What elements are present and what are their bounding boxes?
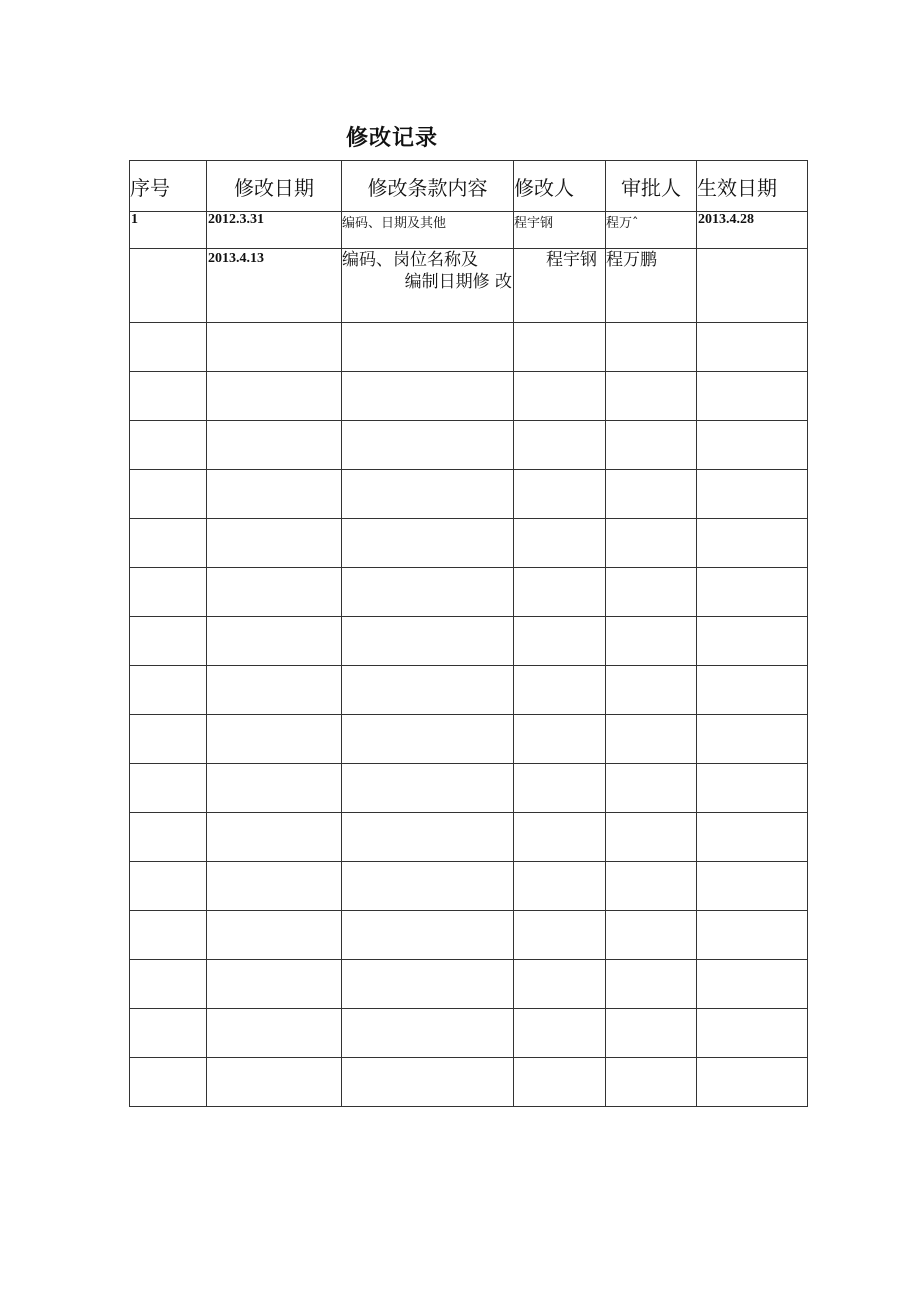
table-cell xyxy=(514,1009,606,1058)
table-cell xyxy=(606,764,697,813)
table-cell xyxy=(130,519,207,568)
table-cell xyxy=(514,1058,606,1107)
table-cell xyxy=(207,862,342,911)
table-cell xyxy=(606,470,697,519)
table-cell xyxy=(342,715,514,764)
row1-clause: 编码、日期及其他 xyxy=(342,212,514,249)
table-cell xyxy=(514,813,606,862)
row1-modifier: 程宇钢 xyxy=(514,212,606,249)
table-row xyxy=(130,323,808,372)
row2-approver: 程万鹏 xyxy=(606,249,697,323)
table-cell xyxy=(207,911,342,960)
document-title: 修改记录 xyxy=(346,126,439,151)
table-cell xyxy=(697,715,808,764)
table-cell xyxy=(606,323,697,372)
table-cell xyxy=(606,911,697,960)
table-cell xyxy=(130,715,207,764)
table-row xyxy=(130,212,808,249)
table-cell xyxy=(207,1009,342,1058)
header-clause: 修改条款内容 xyxy=(342,161,514,212)
table-cell xyxy=(342,519,514,568)
table-cell xyxy=(207,1058,342,1107)
table-row xyxy=(130,911,808,960)
table-cell xyxy=(130,470,207,519)
table-row xyxy=(130,862,808,911)
table-cell xyxy=(697,862,808,911)
table-cell xyxy=(514,421,606,470)
table-cell xyxy=(342,666,514,715)
table-cell xyxy=(130,617,207,666)
table-cell xyxy=(697,960,808,1009)
row2-modify-date: 2013.4.13 xyxy=(207,249,342,323)
header-effective-date: 生效日期 xyxy=(697,161,808,212)
table-cell xyxy=(606,1009,697,1058)
table-cell xyxy=(514,617,606,666)
row1-effective-date: 2013.4.28 xyxy=(697,212,808,249)
table-cell xyxy=(130,960,207,1009)
table-cell xyxy=(207,421,342,470)
table-cell xyxy=(130,1058,207,1107)
table-cell xyxy=(130,911,207,960)
row1-seq: 1 xyxy=(130,212,207,249)
table-cell xyxy=(130,568,207,617)
table-cell xyxy=(606,1058,697,1107)
table-row xyxy=(130,1009,808,1058)
table-cell xyxy=(606,862,697,911)
table-cell xyxy=(130,421,207,470)
row2-clause xyxy=(342,249,514,323)
table-cell xyxy=(514,764,606,813)
row1-approver: 程万ˆ xyxy=(606,212,697,249)
table-cell xyxy=(514,960,606,1009)
table-cell xyxy=(697,666,808,715)
table-cell xyxy=(130,862,207,911)
row2-clause-line1: 编码、岗位名称及 xyxy=(342,250,478,270)
table-cell xyxy=(342,617,514,666)
row2-clause-line2: 编制日期修 改 xyxy=(404,272,512,292)
header-seq: 序号 xyxy=(130,161,207,212)
table-cell xyxy=(342,1058,514,1107)
table-cell xyxy=(697,421,808,470)
table-row xyxy=(130,960,808,1009)
table-cell xyxy=(697,617,808,666)
table-row xyxy=(130,470,808,519)
table-cell xyxy=(130,764,207,813)
table-cell xyxy=(697,323,808,372)
table-cell xyxy=(130,323,207,372)
table-row xyxy=(130,249,808,323)
table-cell xyxy=(207,519,342,568)
row2-seq xyxy=(130,249,207,323)
table-cell xyxy=(207,813,342,862)
header-modifier: 修改人 xyxy=(514,161,606,212)
table-cell xyxy=(697,764,808,813)
table-cell xyxy=(697,568,808,617)
table-cell xyxy=(342,764,514,813)
table-cell xyxy=(514,519,606,568)
table-cell xyxy=(342,1009,514,1058)
table-cell xyxy=(697,519,808,568)
table-cell xyxy=(514,372,606,421)
table-cell xyxy=(207,960,342,1009)
table-cell xyxy=(207,568,342,617)
table-cell xyxy=(606,372,697,421)
table-cell xyxy=(514,323,606,372)
table-cell xyxy=(606,715,697,764)
table-row xyxy=(130,813,808,862)
table-cell xyxy=(697,813,808,862)
table-cell xyxy=(130,372,207,421)
table-cell xyxy=(697,911,808,960)
revision-table xyxy=(129,160,808,1107)
table-cell xyxy=(342,323,514,372)
table-cell xyxy=(207,715,342,764)
table-cell xyxy=(342,911,514,960)
table-cell xyxy=(207,470,342,519)
table-cell xyxy=(514,666,606,715)
table-cell xyxy=(606,960,697,1009)
row2-modifier: 程宇钢 xyxy=(514,249,606,323)
table-cell xyxy=(342,568,514,617)
table-cell xyxy=(342,372,514,421)
table-cell xyxy=(697,372,808,421)
table-cell xyxy=(514,470,606,519)
table-row xyxy=(130,568,808,617)
table-cell xyxy=(342,862,514,911)
table-cell xyxy=(697,1058,808,1107)
table-cell xyxy=(130,813,207,862)
table-row xyxy=(130,666,808,715)
table-cell xyxy=(207,323,342,372)
table-cell xyxy=(342,813,514,862)
table-cell xyxy=(207,764,342,813)
table-row xyxy=(130,617,808,666)
table-cell xyxy=(514,862,606,911)
table-row xyxy=(130,764,808,813)
table-row xyxy=(130,421,808,470)
table-cell xyxy=(207,372,342,421)
table-row xyxy=(130,715,808,764)
table-cell xyxy=(207,666,342,715)
table-cell xyxy=(606,813,697,862)
table-cell xyxy=(130,1009,207,1058)
table-cell xyxy=(606,568,697,617)
table-cell xyxy=(130,666,207,715)
table-cell xyxy=(697,470,808,519)
table-row xyxy=(130,372,808,421)
row2-effective-date xyxy=(697,249,808,323)
table-cell xyxy=(514,911,606,960)
table-cell xyxy=(342,960,514,1009)
header-approver: 审批人 xyxy=(606,161,697,212)
table-row xyxy=(130,1058,808,1107)
table-cell xyxy=(342,470,514,519)
table-cell xyxy=(514,715,606,764)
table-cell xyxy=(514,568,606,617)
header-modify-date: 修改日期 xyxy=(207,161,342,212)
table-cell xyxy=(606,666,697,715)
table-cell xyxy=(606,519,697,568)
table-cell xyxy=(606,617,697,666)
table-cell xyxy=(342,421,514,470)
table-cell xyxy=(697,1009,808,1058)
table-header-row xyxy=(130,161,808,212)
table-cell xyxy=(606,421,697,470)
table-cell xyxy=(207,617,342,666)
row1-modify-date: 2012.3.31 xyxy=(207,212,342,249)
table-row xyxy=(130,519,808,568)
